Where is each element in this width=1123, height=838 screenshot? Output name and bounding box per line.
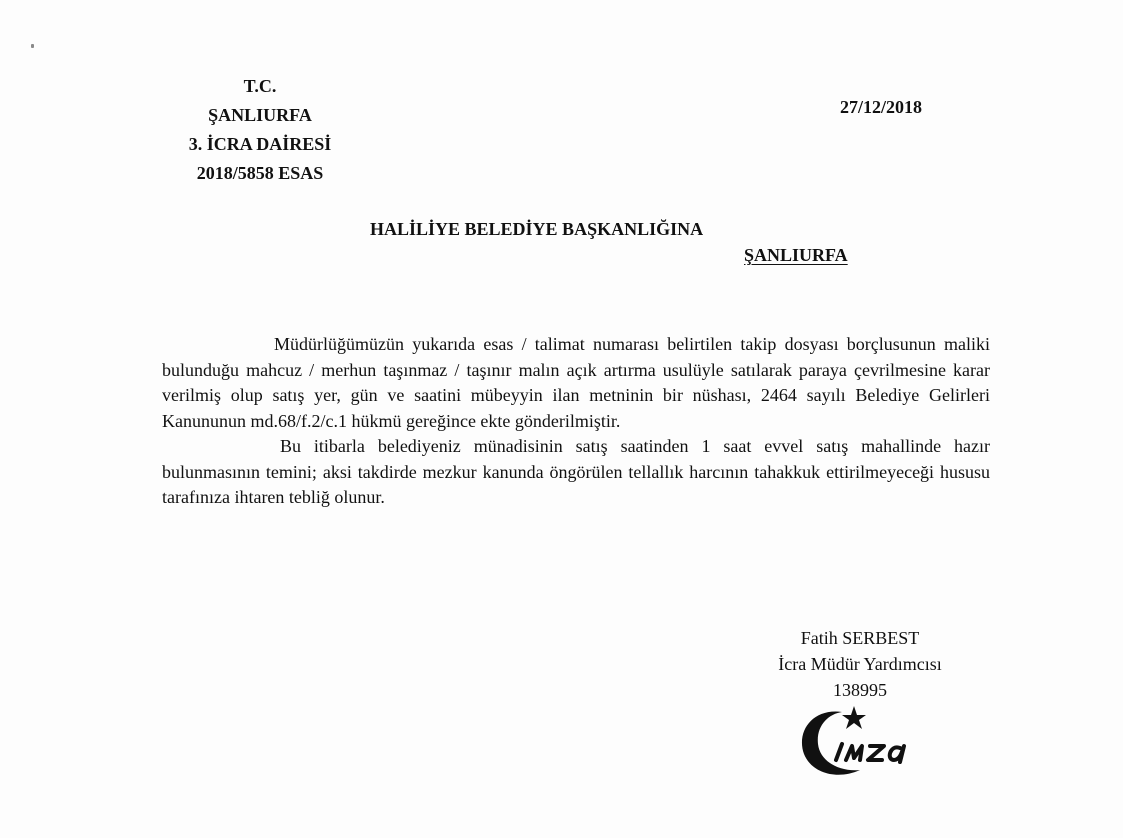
scan-speck — [31, 44, 34, 48]
signer-name: Fatih SERBEST — [800, 628, 920, 648]
letter-body — [162, 332, 990, 511]
signer-number: 138995 — [833, 680, 887, 700]
recipient-title: HALİLİYE BELEDİYE BAŞKANLIĞINA — [370, 219, 704, 239]
recipient-city: ŞANLIURFA — [744, 245, 848, 265]
signer-title: İcra Müdür Yardımcısı — [778, 654, 942, 674]
star-icon — [842, 706, 866, 729]
court-header — [160, 72, 360, 188]
body-paragraph-2: Bu itibarla belediyeniz münadisinin satış saatinden 1 saat evvel satış mahallinde hazır bulunmasının temini; aksi takdirde mezkur kanunda öngörülen tellallık harcının tahakkuk ettirilmeyeceği hususu tarafınıza ihtaren tebliğ olunur. — [162, 436, 990, 507]
header-office: 3. İCRA DAİRESİ — [188, 134, 332, 154]
body-paragraph-1: Müdürlüğümüzün yukarıda esas / talimat numarası belirtilen takip dosyası borçlusunun maliki bulunduğu mahcuz / merhun taşınmaz / taşınır malın açık artırma usulüyle satılarak paraya çevrilmesine karar verilmiş olup satış yer, gün ve saatini mübeyyin ilan metninin bir nüshası, 2464 sayılı Belediye Gelirleri Kanununun md.68/f.2/c.1 hükmü gereğince ekte gönderilmiştir. — [162, 334, 990, 431]
header-city: ŞANLIURFA — [208, 105, 312, 125]
signature-block — [740, 625, 980, 703]
document-date: 27/12/2018 — [840, 97, 923, 117]
e-signature-logo — [790, 700, 940, 780]
header-tc: T.C. — [243, 76, 277, 96]
header-case-number: 2018/5858 ESAS — [196, 163, 324, 183]
e-imza-lettering — [836, 744, 904, 762]
